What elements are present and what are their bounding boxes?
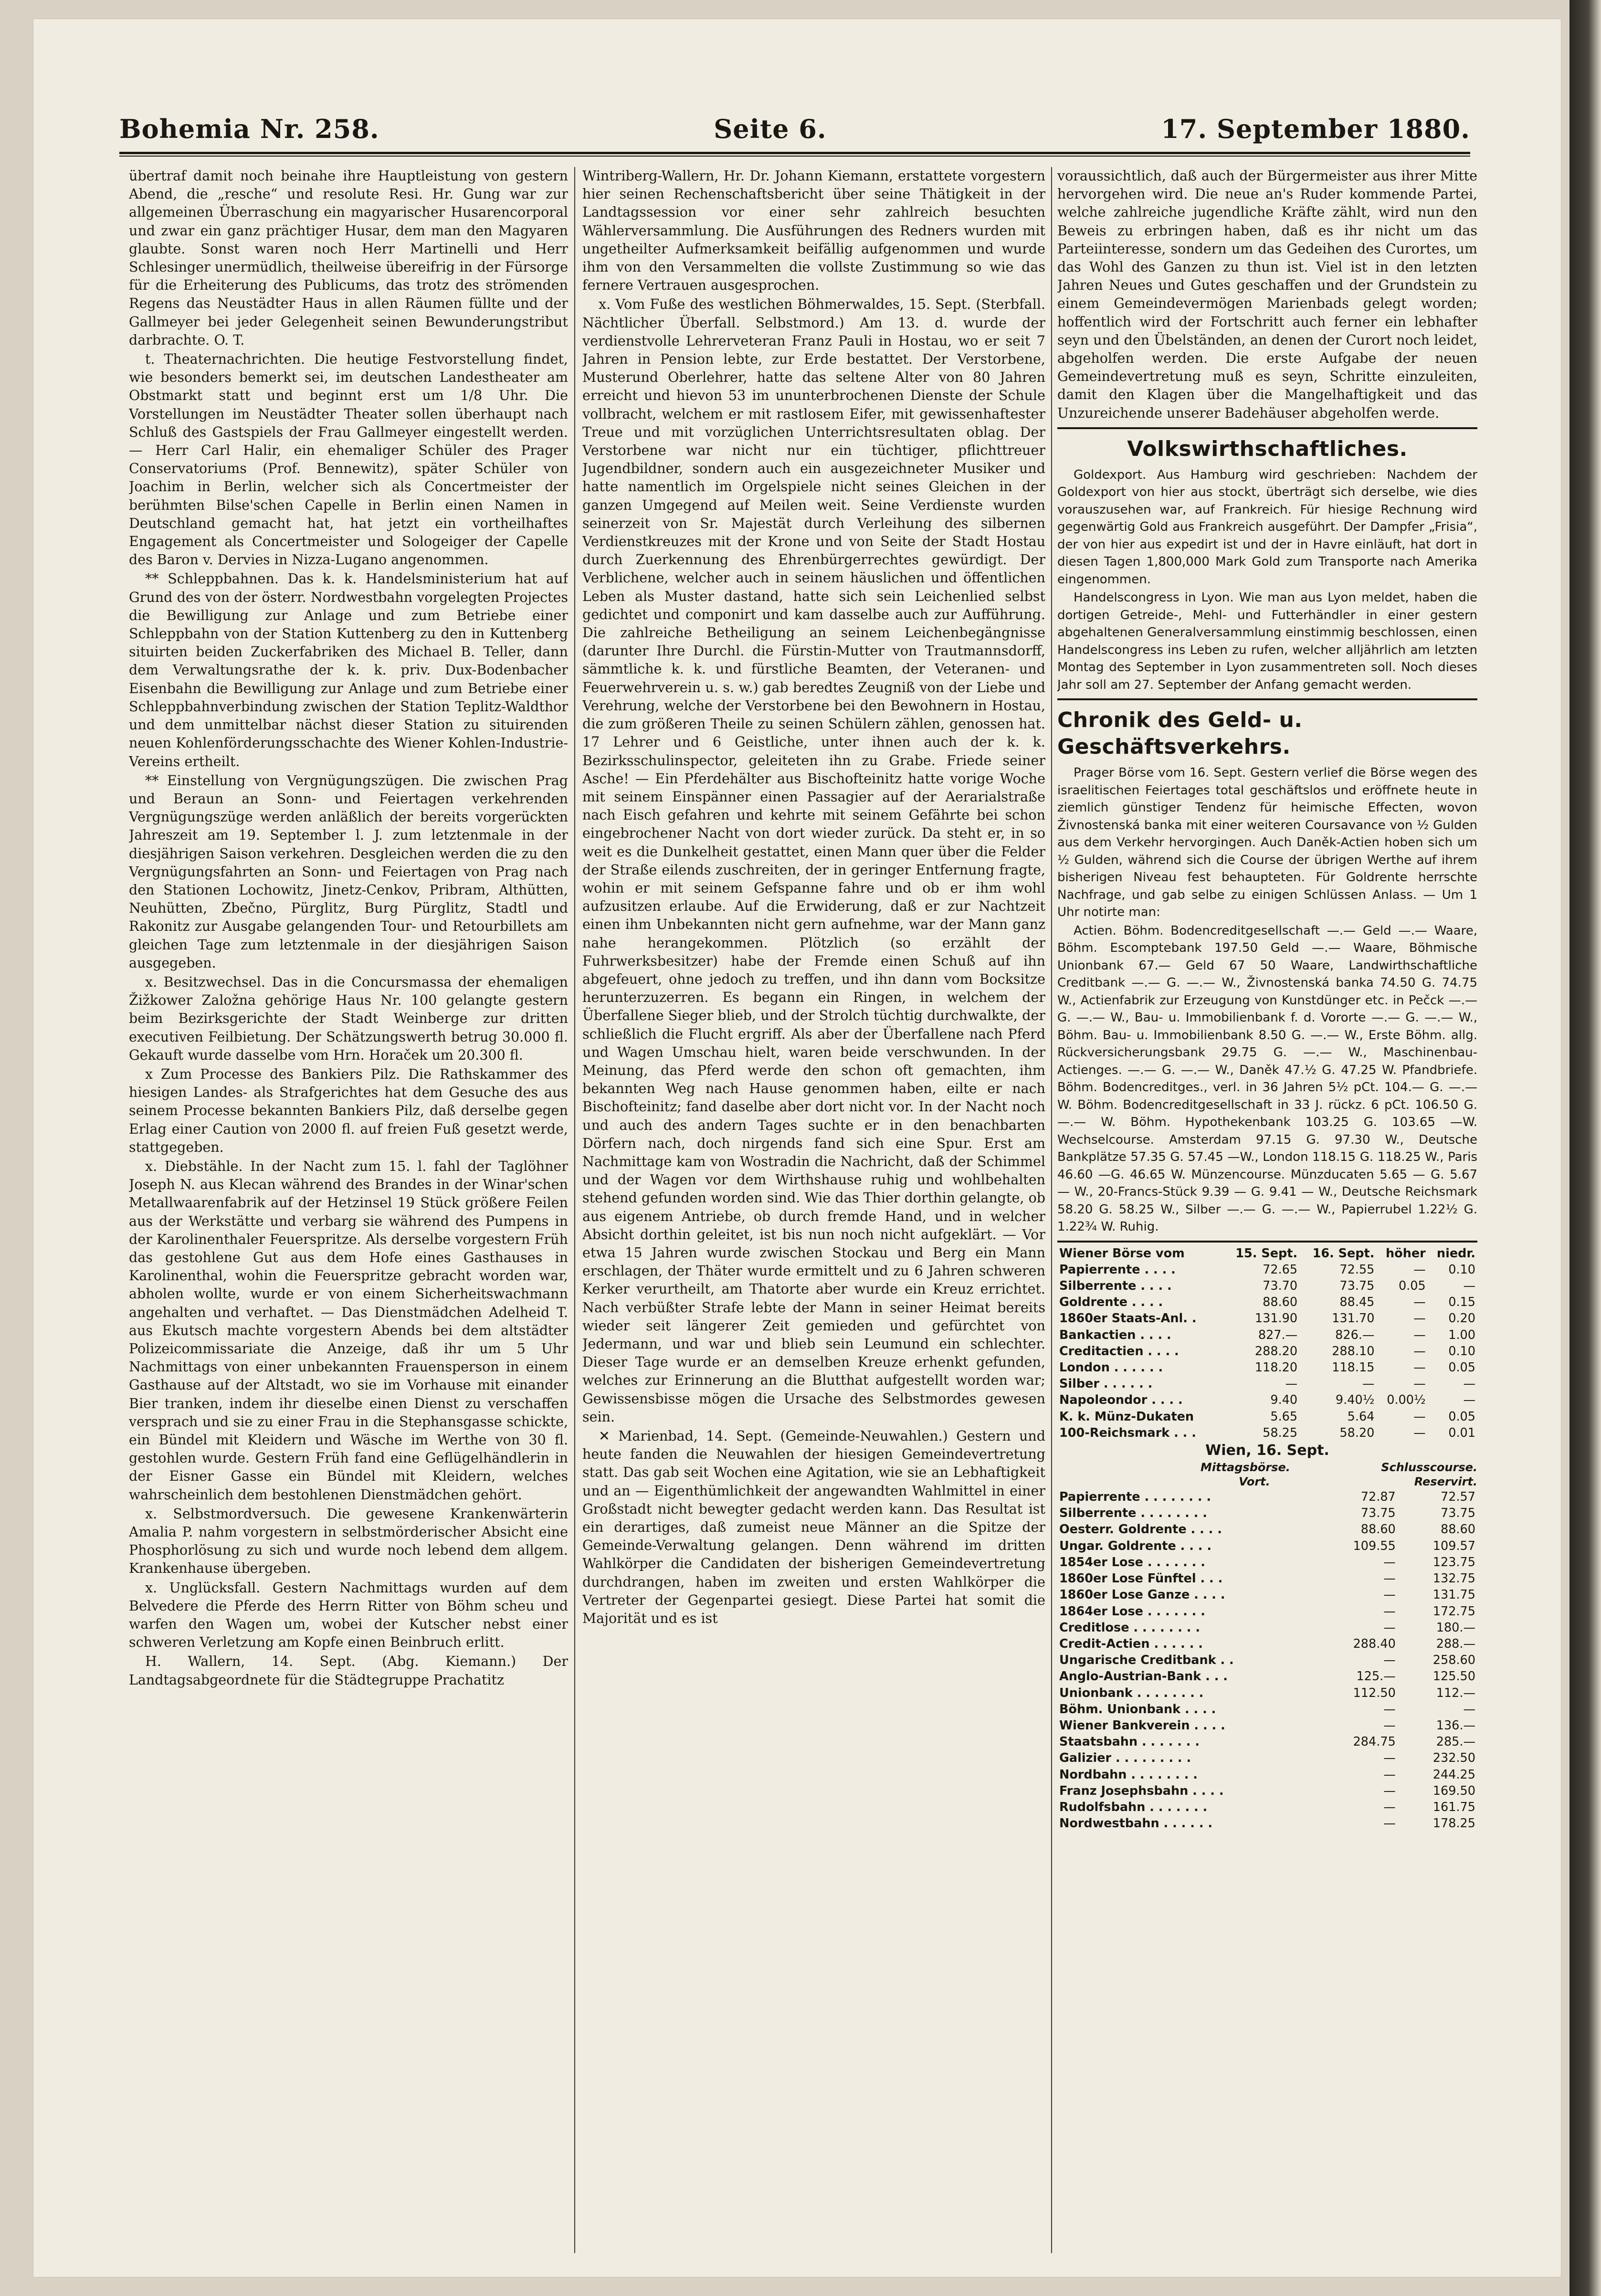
table-cell: 180.— xyxy=(1436,1620,1475,1635)
table-cell: Böhm. Unionbank . . . . xyxy=(1059,1702,1216,1717)
table-cell: Nordbahn . . . . . . . . xyxy=(1059,1767,1198,1782)
section-rule xyxy=(1057,1241,1477,1243)
table-row xyxy=(1057,1668,1477,1685)
table-cell: 118.20 xyxy=(1254,1360,1298,1375)
table-cell: Rudolfsbahn . . . . . . . xyxy=(1059,1800,1208,1814)
table-cell: — xyxy=(1413,1409,1426,1424)
table-cell: Bankactien . . . . xyxy=(1059,1327,1171,1342)
table-cell: — xyxy=(1383,1620,1396,1635)
table-cell: 288.10 xyxy=(1332,1344,1375,1359)
table-cell: 0.05 xyxy=(1398,1279,1426,1294)
table-cell: 88.60 xyxy=(1440,1522,1475,1537)
section-rule xyxy=(1057,427,1477,429)
table-cell: 125.— xyxy=(1356,1669,1396,1684)
article-paragraph: ** Einstellung von Vergnügungszügen. Die zwischen Prag und Beraun an Sonn- und Feiertagen verkehrenden Vergnügungszüge werden anläßlich der bereits vorgerückten Jahreszeit am 19. September l. J. zum letztenmale in der diesjährigen Saison verkehren. Desgleichen werden die zu den Vergnügungsfahrten an Sonn- und Feiertagen von Prag nach den Stationen Lochowitz, Jinetz-Cenkov, Pribram, Althütten, Neuhütten, Zbečno, Pürglitz, Burg Pürglitz, Stadtl und Rakonitz zur Ausgabe gelangenden Tour- und Retourbillets am gleichen Tage zum letztenmale in der diesjährigen Saison ausgegeben. xyxy=(129,772,568,971)
section-rule xyxy=(1057,698,1477,700)
table-cell: — xyxy=(1463,1377,1475,1391)
table-cell: — xyxy=(1285,1377,1298,1391)
table-cell: Wiener Bankverein . . . . xyxy=(1059,1718,1225,1733)
table-cell: — xyxy=(1383,1800,1396,1814)
table-cell: London . . . . . . xyxy=(1059,1360,1163,1375)
table-cell: 244.25 xyxy=(1432,1767,1475,1782)
table-cell: 73.75 xyxy=(1440,1506,1475,1521)
econ-paragraph: Goldexport. Aus Hamburg wird geschrieben: Nachdem der Goldexport von hier aus stockt, überträgt sich derselbe, wie dies vorauszusehen war, auf Frankreich. Für hiesige Rechnung wird gegenwärtig Gold aus Frankreich ausgeführt. Der Dampfer „Frisia“, der von hier aus expedirt ist und der in Havre einläuft, hat dort in diesen Tagen 1,800,000 Mark Gold zum Transporte nach Amerika eingenommen. xyxy=(1057,467,1477,587)
article-paragraph: x. Vom Fuße des westlichen Böhmerwaldes, 15. Sept. (Sterbfall. Nächtlicher Überfall. Selbstmord.) Am 13. d. wurde der verdienstvolle Lehrerveteran Franz Pauli in Hostau, wo er seit 7 Jahren in Pension lebte, zur Erde bestattet. Der Verstorbene, Musterund Oberlehrer, hatte das seltene Alter von 80 Jahren erreicht und hievon 53 im ununterbrochenen Dienste der Schule vollbracht, welchem er mit rastlosem Eifer, mit gewissenhaftester Treue und mit vorzüglichen Unterrichtsresultaten oblag. Der Verstorbene war nicht nur ein tüchtiger, pflichttreuer Jugendbildner, sondern auch ein ausgezeichneter Musiker und hatte namentlich im Orgelspiele nicht seines Gleichen in der ganzen Umgegend auf Meilen weit. Seine Verdienste wurden seinerzeit von Sr. Majestät durch Verleihung des silbernen Verdienstkreuzes mit der Krone und von Seite der Stadt Hostau durch Zuerkennung des Ehrenbürgerrechtes gewürdigt. Der Verblichene, welcher auch in seinem häuslichen und öffentlichen Leben als Muster dastand, hatte sich sein Leichenlied selbst gedichtet und componirt und kam dasselbe auch zur Aufführung. Die zahlreiche Betheiligung an seinem Leichenbegängnisse (darunter Ihre Durchl. die Fürstin-Mutter von Trautmannsdorff, sämmtliche k. k. und fürstliche Beamten, der Veteranen- und Feuerwehrverein u. s. w.) gab beredtes Zeugniß von der Liebe und Verehrung, welche der Verstorbene bei den Bewohnern in Hostau, die zum größeren Theile zu seinen Schülern zählen, genossen hat. 17 Lehrer und 6 Geistliche, unter ihnen auch der k. k. Bezirksschulinspector, geleiteten ihn zu Grabe. Friede seiner Asche! — Ein Pferdehälter aus Bischofteinitz hatte vorige Woche mit seinem Einspänner einen Passagier auf der Aerarialstraße nach Eisch gefahren und kehrte mit seinem Gefährte bei schon eingebrochener Nacht von dort wieder zurück. Da steht er, in so weit es die Dunkelheit gestattet, einen Mann quer über die Felder der Straße eilends zuschreiten, der in geringer Entfernung fragte, wohin er mit seinem Gefspanne fahre und ob er ihm wohl aufzusitzen erlaube. Auf die Erwiderung, daß er zur Nachtzeit einen ihm Unbekannten nicht gern aufnehme, war der Mann ganz nahe herangekommen. Plötzlich (so erzählt der Fuhrwerksbesitzer) habe der Fremde einen Schuß auf ihn abgefeuert, ohne jedoch zu treffen, und ihn dann vom Bocksitze herunterzuzerren. Es begann ein Ringen, in welchem der Überfallene Sieger blieb, und der Strolch tüchtig durchwalkte, der schließlich die Flucht ergriff. Als aber der Überfallene nach Pferd und Wagen Umschau hielt, waren beide verschwunden. In der Meinung, das Pferd werde den schon oft gemachten, ihm bekannten Weg nach Hause genommen haben, eilte er nach Bischofteinitz; fand daselbe aber dort nicht vor. In der Nacht noch und auch des andern Tages suchte er in den benachbarten Dörfern nach, doch nirgends fand sich eine Spur. Erst am Nachmittage kam von Wostradin die Nachricht, daß der Schimmel und der Wagen vor dem Wirthshause ruhig und wohlbehalten stehend gefunden worden sind. Wie das Thier dorthin gelangte, ob aus eigenem Antriebe, ob durch fremde Hand, und in welcher Absicht dorthin geleitet, ist bis nun noch nicht aufgeklärt. — Vor etwa 15 Jahren wurde zwischen Stockau und Berg ein Mann erschlagen, der Thäter wurde ermittelt und zu 6 Jahren schweren Kerker verurtheilt, am Thatorte aber wurde ein Kreuz errichtet. Nach verbüßter Strafe lebte der Mann in seiner Heimat bereits wieder seit längerer Zeit gemieden und gefürchtet von Jedermann, und war und blieb sein Leumund ein schlechter. Dieser Tage wurde er an demselben Kreuze erhenkt gefunden, welches zur Erinnerung an die Blutthat aufgestellt worden war; Gewissensbisse mögen die Ursache des Selbstmordes gewesen sein. xyxy=(582,296,1045,1425)
column-2 xyxy=(582,167,1045,2253)
table-row xyxy=(1057,1505,1477,1521)
table-cell: 1860er Lose Fünftel . . . xyxy=(1059,1571,1223,1586)
table-cell: — xyxy=(1463,1279,1475,1294)
table-row xyxy=(1057,1620,1477,1636)
table-cell: 161.75 xyxy=(1432,1800,1475,1814)
table-row xyxy=(1057,1489,1477,1505)
table-row xyxy=(1057,1376,1477,1392)
table-cell: 73.75 xyxy=(1339,1279,1375,1294)
column-divider-2 xyxy=(1051,167,1052,2253)
article-paragraph: ** Schleppbahnen. Das k. k. Handelsministerium hat auf Grund des von der österr. Nordwestbahn vorgelegten Projectes die Bewilligung zur Anlage und zum Betriebe einer Schleppbahn von der Station Kuttenberg zu den in Kuttenberg situirten beiden Zuckerfabriken des Michael B. Teller, dann dem Verwaltungsrathe der k. k. priv. Dux-Bodenbacher Eisenbahn die Bewilligung zur Anlage und zum Betriebe einer Schleppbahnverbindung zwischen der Station Teplitz-Waldthor und dem unmittelbar nächst dieser Station zu situirenden neuen Kohlenförderungsschachte des Wiener Kohlen-Industrie-Vereins ertheilt. xyxy=(129,571,568,769)
table-row xyxy=(1057,1636,1477,1652)
column-3 xyxy=(1057,167,1477,2253)
wien-subhead: Mittagsbörse. xyxy=(1201,1461,1290,1474)
table-cell: — xyxy=(1463,1702,1475,1717)
table-cell: 1854er Lose . . . . . . . xyxy=(1059,1555,1205,1569)
table-cell: 826.— xyxy=(1335,1327,1375,1342)
table-cell: Staatsbahn . . . . . . . xyxy=(1059,1735,1200,1749)
table-cell: — xyxy=(1383,1588,1396,1602)
wiener-header: 15. Sept. xyxy=(1235,1246,1298,1261)
table-row xyxy=(1057,1815,1477,1832)
table-cell: — xyxy=(1413,1262,1426,1277)
table-cell: Napoleondor . . . . xyxy=(1059,1393,1183,1408)
article-paragraph: x Zum Processe des Bankiers Pilz. Die Rathskammer des hiesigen Landes- als Strafgerichtes hat dem Gesuche des aus seinem Processe bekannten Bankiers Pilz, daß derselbe gegen Erlag einer Caution von 2000 fl. auf freien Fuß gesetzt werde, stattgegeben. xyxy=(129,1066,568,1155)
article-paragraph: übertraf damit noch beinahe ihre Hauptleistung von gestern Abend, die „resche“ und resolute Resi. Hr. Gung war zur allgemeinen Überraschung ein magyarischer Husarencorporal und zwar ein ganz prächtiger Husar, dem man den Magyaren glaubte. Sonst waren noch Herr Martinelli und Herr Schlesinger unermüdlich, theilweise übereifrig in der Fürsorge für die Erheiterung des Publicums, das trotz des strömenden Regens das Neustädter Haus in allen Räumen füllte und der Gallmeyer bei jeder Gelegenheit seinen Bewunderungstribut darbrachte. O. T. xyxy=(129,168,568,348)
table-cell: 1860er Staats-Anl. . xyxy=(1059,1311,1197,1326)
table-row xyxy=(1057,1538,1477,1554)
table-cell: Papierrente . . . . xyxy=(1059,1262,1176,1277)
chronik-paragraph: Prager Börse vom 16. Sept. Gestern verlief die Börse wegen des israelitischen Feiertages total geschäftslos und eröffnete heute in ziemlich günstiger Tendenz für heimische Effecten, wovon Živnostenská banka mit einer weiteren Coursavance von ½ Gulden aus dem Verkehr hervorgingen. Auch Daněk-Actien hoben sich um ½ Gulden, während sich die Course der übrigen Werthe auf ihrem bisherigen Niveau fest behaupteten. Für Goldrente herrschte Nachfrage, und gab selbe zu einigen Schlüssen Anlass. — Um 1 Uhr notirte man: xyxy=(1057,766,1477,920)
table-cell: 118.15 xyxy=(1332,1360,1375,1375)
table-cell: Nordwestbahn . . . . . . xyxy=(1059,1816,1213,1831)
table-row xyxy=(1057,1799,1477,1815)
table-cell: — xyxy=(1413,1295,1426,1310)
table-cell: 109.55 xyxy=(1353,1538,1396,1553)
table-cell: 112.50 xyxy=(1353,1685,1396,1700)
table-cell: 73.75 xyxy=(1360,1506,1396,1521)
table-cell: — xyxy=(1413,1377,1426,1391)
header-rule xyxy=(119,152,1470,157)
column-1 xyxy=(129,167,568,2253)
wiener-header: niedr. xyxy=(1436,1246,1475,1261)
header-right: 17. September 1880. xyxy=(1161,114,1470,144)
wiener-boerse-table xyxy=(1057,1245,1477,1441)
table-cell: Silberrente . . . . . . . . xyxy=(1059,1506,1207,1521)
table-cell: 827.— xyxy=(1258,1327,1298,1342)
article-paragraph: x. Diebstähle. In der Nacht zum 15. l. fahl der Taglöhner Joseph N. aus Klecan während des Brandes in der Winar'schen Metallwaarenfabrik auf der Hetzinsel 19 Stück größere Feilen aus der Werkstätte und verbarg sie während des Pumpens in der Karolinenthaler Feuerspritze. Als derselbe vorgestern Früh das gestohlene Gut aus dem Hofe eines Gasthauses in Karolinenthal, wohin die Feuerspritze gebracht worden war, abholen wollte, wurde er von einem Sicherheitswachmann angehalten und verhaftet. — Das Dienstmädchen Adelheid T. aus Ekutsch machte vorgestern Abends bei dem altstädter Polizeicommissariate die Anzeige, daß ihr um 5 Uhr Nachmittags von einer unbekannten Frauensperson in einem Gasthause auf der Altstadt, wo sie im Vorhause mit einander Bier tranken, indem ihr dieselbe einen Dienst zu verschaffen versprach und sie zu einer Frau in die Stephansgasse schickte, ein Bündel mit Kleidern und Wäsche im Werthe von 30 fl. gestohlen wurde. Gestern Früh fand eine Geflügelhändlerin in der Eisner Gasse ein Bündel mit Kleidern, welches wahrscheinlich dem bestohlenen Dienstmädchen gehört. xyxy=(129,1158,568,1503)
table-cell: 88.60 xyxy=(1263,1295,1298,1310)
article-paragraph: voraussichtlich, daß auch der Bürgermeister aus ihrer Mitte hervorgehen wird. Die neue an's Ruder kommende Partei, welche zahlreiche jugendliche Kräfte zählt, wird nun den Beweis zu erbringen haben, daß es ihr nicht um das Parteiinteresse, sondern um das Gedeihen des Curortes, um das Wohl des Ganzen zu thun ist. Viel ist in den letzten Jahren Neues und Gutes geschaffen und der Grundstein zu einem Gemeindevermögen Marienbads gelegt worden; hoffentlich wird der Fortschritt auch ferner ein lebhafter seyn und den Übelständen, an denen der Curort noch leidet, abgeholfen werden. Die erste Aufgabe der neuen Gemeindevertretung muß es seyn, Schritte einzuleiten, damit den Klagen über die Mangelhaftigkeit und das Unzureichende unserer Badehäuser abgeholfen werde. xyxy=(1057,168,1477,421)
table-row xyxy=(1057,1734,1477,1750)
table-cell: 72.65 xyxy=(1263,1262,1298,1277)
table-cell: 232.50 xyxy=(1432,1751,1475,1766)
table-row xyxy=(1057,1570,1477,1587)
article-paragraph: Wintriberg-Wallern, Hr. Dr. Johann Kiemann, erstattete vorgestern hier seinen Rechenschaftsbericht über seine Thätigkeit in der Landtagssession vor einer sehr zahlreich besuchten Wählerversammlung. Die Ausführungen des Redners wurden mit ungetheilter Aufmerksamkeit beifällig aufgenommen und wurde ihm von den Versammelten die vollste Zustimmung so wie das fernere Vertrauen ausgesprochen. xyxy=(582,168,1045,294)
table-cell: 0.15 xyxy=(1448,1295,1475,1310)
table-cell: — xyxy=(1383,1604,1396,1619)
table-cell: — xyxy=(1413,1425,1426,1440)
table-cell: 112.— xyxy=(1436,1685,1475,1700)
table-cell: — xyxy=(1383,1767,1396,1782)
table-cell: — xyxy=(1383,1718,1396,1733)
table-row xyxy=(1057,1554,1477,1570)
table-cell: Creditlose . . . . . . . . xyxy=(1059,1620,1201,1635)
page-edge-shadow xyxy=(1569,0,1601,2296)
table-row xyxy=(1057,1685,1477,1701)
table-cell: — xyxy=(1383,1555,1396,1569)
table-cell: 1.00 xyxy=(1448,1327,1475,1342)
table-cell: — xyxy=(1413,1311,1426,1326)
table-cell: Galizier . . . . . . . . . xyxy=(1059,1751,1191,1766)
wiener-header: höher xyxy=(1386,1246,1426,1261)
table-cell: — xyxy=(1383,1571,1396,1586)
article-paragraph: x. Unglücksfall. Gestern Nachmittags wurden auf dem Belvedere die Pferde des Herrn Ritter von Böhm scheu und warfen den Wagen um, wobei der Kutscher nebst einer schweren Verletzung am Kopfe einen Beinbruch erlitt. xyxy=(129,1580,568,1651)
table-cell: 0.00½ xyxy=(1387,1393,1426,1408)
table-cell: 9.40 xyxy=(1270,1393,1298,1408)
table-cell: Ungar. Goldrente . . . . xyxy=(1059,1538,1212,1553)
table-cell: 123.75 xyxy=(1432,1555,1475,1569)
table-cell: — xyxy=(1413,1360,1426,1375)
table-cell: 58.25 xyxy=(1263,1425,1298,1440)
table-cell: — xyxy=(1413,1327,1426,1342)
table-cell: 109.57 xyxy=(1432,1538,1475,1553)
table-cell: Papierrente . . . . . . . . xyxy=(1059,1490,1211,1505)
table-cell: — xyxy=(1463,1393,1475,1408)
table-cell: Silber . . . . . . xyxy=(1059,1377,1153,1391)
wien-subhead: Vort. xyxy=(1239,1475,1270,1489)
table-cell: 72.57 xyxy=(1440,1490,1475,1505)
table-cell: 100-Reichsmark . . . xyxy=(1059,1425,1196,1440)
table-cell: Creditactien . . . . xyxy=(1059,1344,1179,1359)
table-cell: — xyxy=(1362,1377,1375,1391)
table-cell: 178.25 xyxy=(1432,1816,1475,1831)
table-cell: 132.75 xyxy=(1432,1571,1475,1586)
table-cell: 284.75 xyxy=(1353,1735,1396,1749)
chronik-title: Chronik des Geld- u. Geschäftsverkehrs. xyxy=(1057,708,1303,759)
table-cell: K. k. Münz-Dukaten xyxy=(1059,1409,1194,1424)
table-row xyxy=(1057,1262,1477,1278)
table-cell: 288.40 xyxy=(1353,1636,1396,1651)
header-center: Seite 6. xyxy=(714,114,827,144)
table-cell: 88.60 xyxy=(1360,1522,1396,1537)
table-row xyxy=(1057,1425,1477,1441)
table-cell: 1860er Lose Ganze . . . . xyxy=(1059,1588,1225,1602)
table-cell: 172.75 xyxy=(1432,1604,1475,1619)
table-cell: 131.70 xyxy=(1332,1311,1375,1326)
column-divider-1 xyxy=(574,167,575,2253)
table-cell: Credit-Actien . . . . . . xyxy=(1059,1636,1203,1651)
table-cell: Franz Josephsbahn . . . . xyxy=(1059,1783,1224,1798)
table-row xyxy=(1057,1392,1477,1408)
table-cell: 9.40½ xyxy=(1335,1393,1375,1408)
table-cell: Anglo-Austrian-Bank . . . xyxy=(1059,1669,1228,1684)
table-cell: Silberrente . . . . xyxy=(1059,1279,1172,1294)
table-cell: Unionbank . . . . . . . . xyxy=(1059,1685,1204,1700)
econ-paragraph: Handelscongress in Lyon. Wie man aus Lyon meldet, haben die dortigen Getreide-, Mehl- und Futterhändler in einer gestern abgehaltenen Generalversammlung einstimmig beschlossen, einen Handelscongress ins Leben zu rufen, welcher alljährlich am letzten Montag des September in Lyon zusammentreten soll. Noch dieses Jahr soll am 27. September der Anfang gemacht werden. xyxy=(1057,590,1477,692)
wien-subhead: Reservirt. xyxy=(1414,1475,1477,1489)
chronik-paragraph: Actien. Böhm. Bodencreditgesellschaft —.— Geld —.— Waare, Böhm. Escomptebank 197.50 Geld —.— Waare, Böhmische Unionbank 67.— Geld 67 50 Waare, Landwirthschaftliche Creditbank —.— G. —.— W., Živnostenská banka 74.50 G. 74.75 W., Actienfabrik zur Erzeugung von Kunstdünger etc. in Pečck —.— G. —.— W., Bau- u. Immobilienbank f. d. Vororte —.— G. —.— W., Böhm. Bau- u. Immobilienbank 8.50 G. —.— W., Erste Böhm. allg. Rückversicherungsbank 29.75 G. —.— W., Maschinenbau-Actienges. —.— G. —.— W., Daněk 47.½ G. 47.25 W. Pfandbriefe. Böhm. Bodencreditges., verl. in 36 Jahren 5½ pCt. 104.— G. —.— W. Böhm. Bodencreditgesellschaft in 33 J. rückz. 6 pCt. 106.50 G. —.— W. Böhm. Hypothekenbank 103.25 G. 103.65 —W. Wechselcourse. Amsterdam 97.15 G. 97.30 W., Deutsche Bankplätze 57.35 G. 57.45 —W., London 118.15 G. 118.25 W., Paris 46.60 —G. 46.65 W. Münzencourse. Münzducaten 5.65 — G. 5.67 — W., 20-Francs-Stück 9.39 — G. 9.41 — W., Deutsche Reichsmark 58.20 G. 58.25 W., Silber —.— G. —.— W., Papierrubel 1.22½ G. 1.22¾ W. Ruhig. xyxy=(1057,923,1477,1234)
table-row xyxy=(1057,1521,1477,1538)
table-cell: — xyxy=(1383,1816,1396,1831)
table-row xyxy=(1057,1750,1477,1766)
table-row xyxy=(1057,1359,1477,1376)
wien-subheads xyxy=(1057,1460,1477,1474)
table-row xyxy=(1057,1783,1477,1799)
table-row xyxy=(1057,1767,1477,1783)
article-paragraph: t. Theaternachrichten. Die heutige Festvorstellung findet, wie besonders bemerkt sei, im deutschen Landestheater am Obstmarkt statt und beginnt erst um 1/8 Uhr. Die Vorstellungen im Neustädter Theater sollen überhaupt nach Schluß des Gastspiels der Frau Gallmeyer eingestellt werden. — Herr Carl Halir, ein ehemaliger Schüler des Prager Conservatoriums (Prof. Bennewitz), später Schüler von Joachim in Berlin, welcher sich als Concertmeister der berühmten Bilse'schen Capelle in Berlin einen Namen in Deutschland gemacht hat, hat jetzt ein vortheilhaftes Engagement als Concertmeister und Sologeiger der Capelle des Baron v. Dervies in Nizza-Lugano angenommen. xyxy=(129,351,568,568)
table-row xyxy=(1057,1294,1477,1310)
table-cell: 73.70 xyxy=(1263,1279,1298,1294)
table-cell: 88.45 xyxy=(1339,1295,1375,1310)
table-row xyxy=(1057,1701,1477,1717)
table-row xyxy=(1057,1717,1477,1734)
table-cell: Goldrente . . . . xyxy=(1059,1295,1163,1310)
table-cell: 5.65 xyxy=(1270,1409,1298,1424)
table-cell: 0.05 xyxy=(1448,1360,1475,1375)
table-cell: — xyxy=(1413,1344,1426,1359)
table-row xyxy=(1057,1343,1477,1359)
table-cell: 0.10 xyxy=(1448,1344,1475,1359)
wien-title: Wien, 16. Sept. xyxy=(1205,1442,1329,1459)
table-row xyxy=(1057,1310,1477,1327)
table-row xyxy=(1057,1409,1477,1425)
wien-subhead: Schlusscourse. xyxy=(1381,1461,1477,1474)
table-cell: 285.— xyxy=(1436,1735,1475,1749)
table-cell: Oesterr. Goldrente . . . . xyxy=(1059,1522,1222,1537)
table-cell: — xyxy=(1383,1751,1396,1766)
table-cell: 0.10 xyxy=(1448,1262,1475,1277)
header-left: Bohemia Nr. 258. xyxy=(119,114,379,144)
table-cell: 136.— xyxy=(1436,1718,1475,1733)
table-row xyxy=(1057,1327,1477,1343)
page-header xyxy=(119,110,1470,148)
table-cell: 58.20 xyxy=(1339,1425,1375,1440)
table-cell: 131.90 xyxy=(1254,1311,1298,1326)
table-cell: 288.20 xyxy=(1254,1344,1298,1359)
table-cell: 258.60 xyxy=(1432,1653,1475,1668)
table-cell: 169.50 xyxy=(1432,1783,1475,1798)
table-row xyxy=(1057,1652,1477,1668)
article-paragraph: x. Selbstmordversuch. Die gewesene Krankenwärterin Amalia P. nahm vorgestern in selbstmörderischer Absicht eine Phosphorlösung zu sich und wurde noch lebend dem allgem. Krankenhause übergeben. xyxy=(129,1506,568,1577)
article-paragraph: ✕ Marienbad, 14. Sept. (Gemeinde-Neuwahlen.) Gestern und heute fanden die Neuwahlen der hiesigen Gemeindevertretung statt. Das gab seit Wochen eine Agitation, wie sie an Lebhaftigkeit und an — Eigenthümlichkeit der angewandten Wahlmittel in einer Großstadt nicht bewegter gedacht werden kann. Das Resultat ist ein derartiges, daß zumeist neue Männer an die Spitze der Gemeinde-Verwaltung gelangen. Denn während im dritten Wahlkörper die Candidaten der bisherigen Gemeindevertretung durchdrangen, haben im zweiten und ersten Wahlkörper die Vertreter der Gegenpartei gesiegt. Diese Partei hat somit die Majorität und es ist xyxy=(582,1428,1045,1627)
table-cell: 0.20 xyxy=(1448,1311,1475,1326)
table-row xyxy=(1057,1587,1477,1603)
table-cell: — xyxy=(1383,1653,1396,1668)
wiener-header: 16. Sept. xyxy=(1312,1246,1375,1261)
table-row xyxy=(1057,1278,1477,1294)
wiener-header: Wiener Börse vom xyxy=(1059,1246,1185,1261)
wien-subheads-2 xyxy=(1057,1474,1477,1489)
table-row xyxy=(1057,1603,1477,1620)
wien-table xyxy=(1057,1489,1477,1832)
table-cell: Ungarische Creditbank . . xyxy=(1059,1653,1234,1668)
table-cell: 1864er Lose . . . . . . . xyxy=(1059,1604,1205,1619)
table-cell: 125.50 xyxy=(1432,1669,1475,1684)
table-cell: 5.64 xyxy=(1347,1409,1375,1424)
table-cell: 0.01 xyxy=(1448,1425,1475,1440)
table-cell: 72.55 xyxy=(1339,1262,1375,1277)
table-cell: — xyxy=(1383,1783,1396,1798)
table-cell: — xyxy=(1383,1702,1396,1717)
article-paragraph: H. Wallern, 14. Sept. (Abg. Kiemann.) Der Landtagsabgeordnete für die Städtegruppe Prachatitz xyxy=(129,1654,568,1688)
table-cell: 288.— xyxy=(1436,1636,1475,1651)
econ-title: Volkswirthschaftliches. xyxy=(1127,436,1408,461)
table-cell: 72.87 xyxy=(1360,1490,1396,1505)
table-cell: 131.75 xyxy=(1432,1588,1475,1602)
table-cell: 0.05 xyxy=(1448,1409,1475,1424)
article-paragraph: x. Besitzwechsel. Das in die Concursmassa der ehemaligen Žižkower Založna gehörige Haus Nr. 100 gelangte gestern beim Bezirksgerichte der Stadt Weinberge zur dritten executiven Feilbietung. Der Schätzungswerth betrug 30.000 fl. Gekauft wurde dasselbe vom Hrn. Horaček um 20.300 fl. xyxy=(129,974,568,1063)
